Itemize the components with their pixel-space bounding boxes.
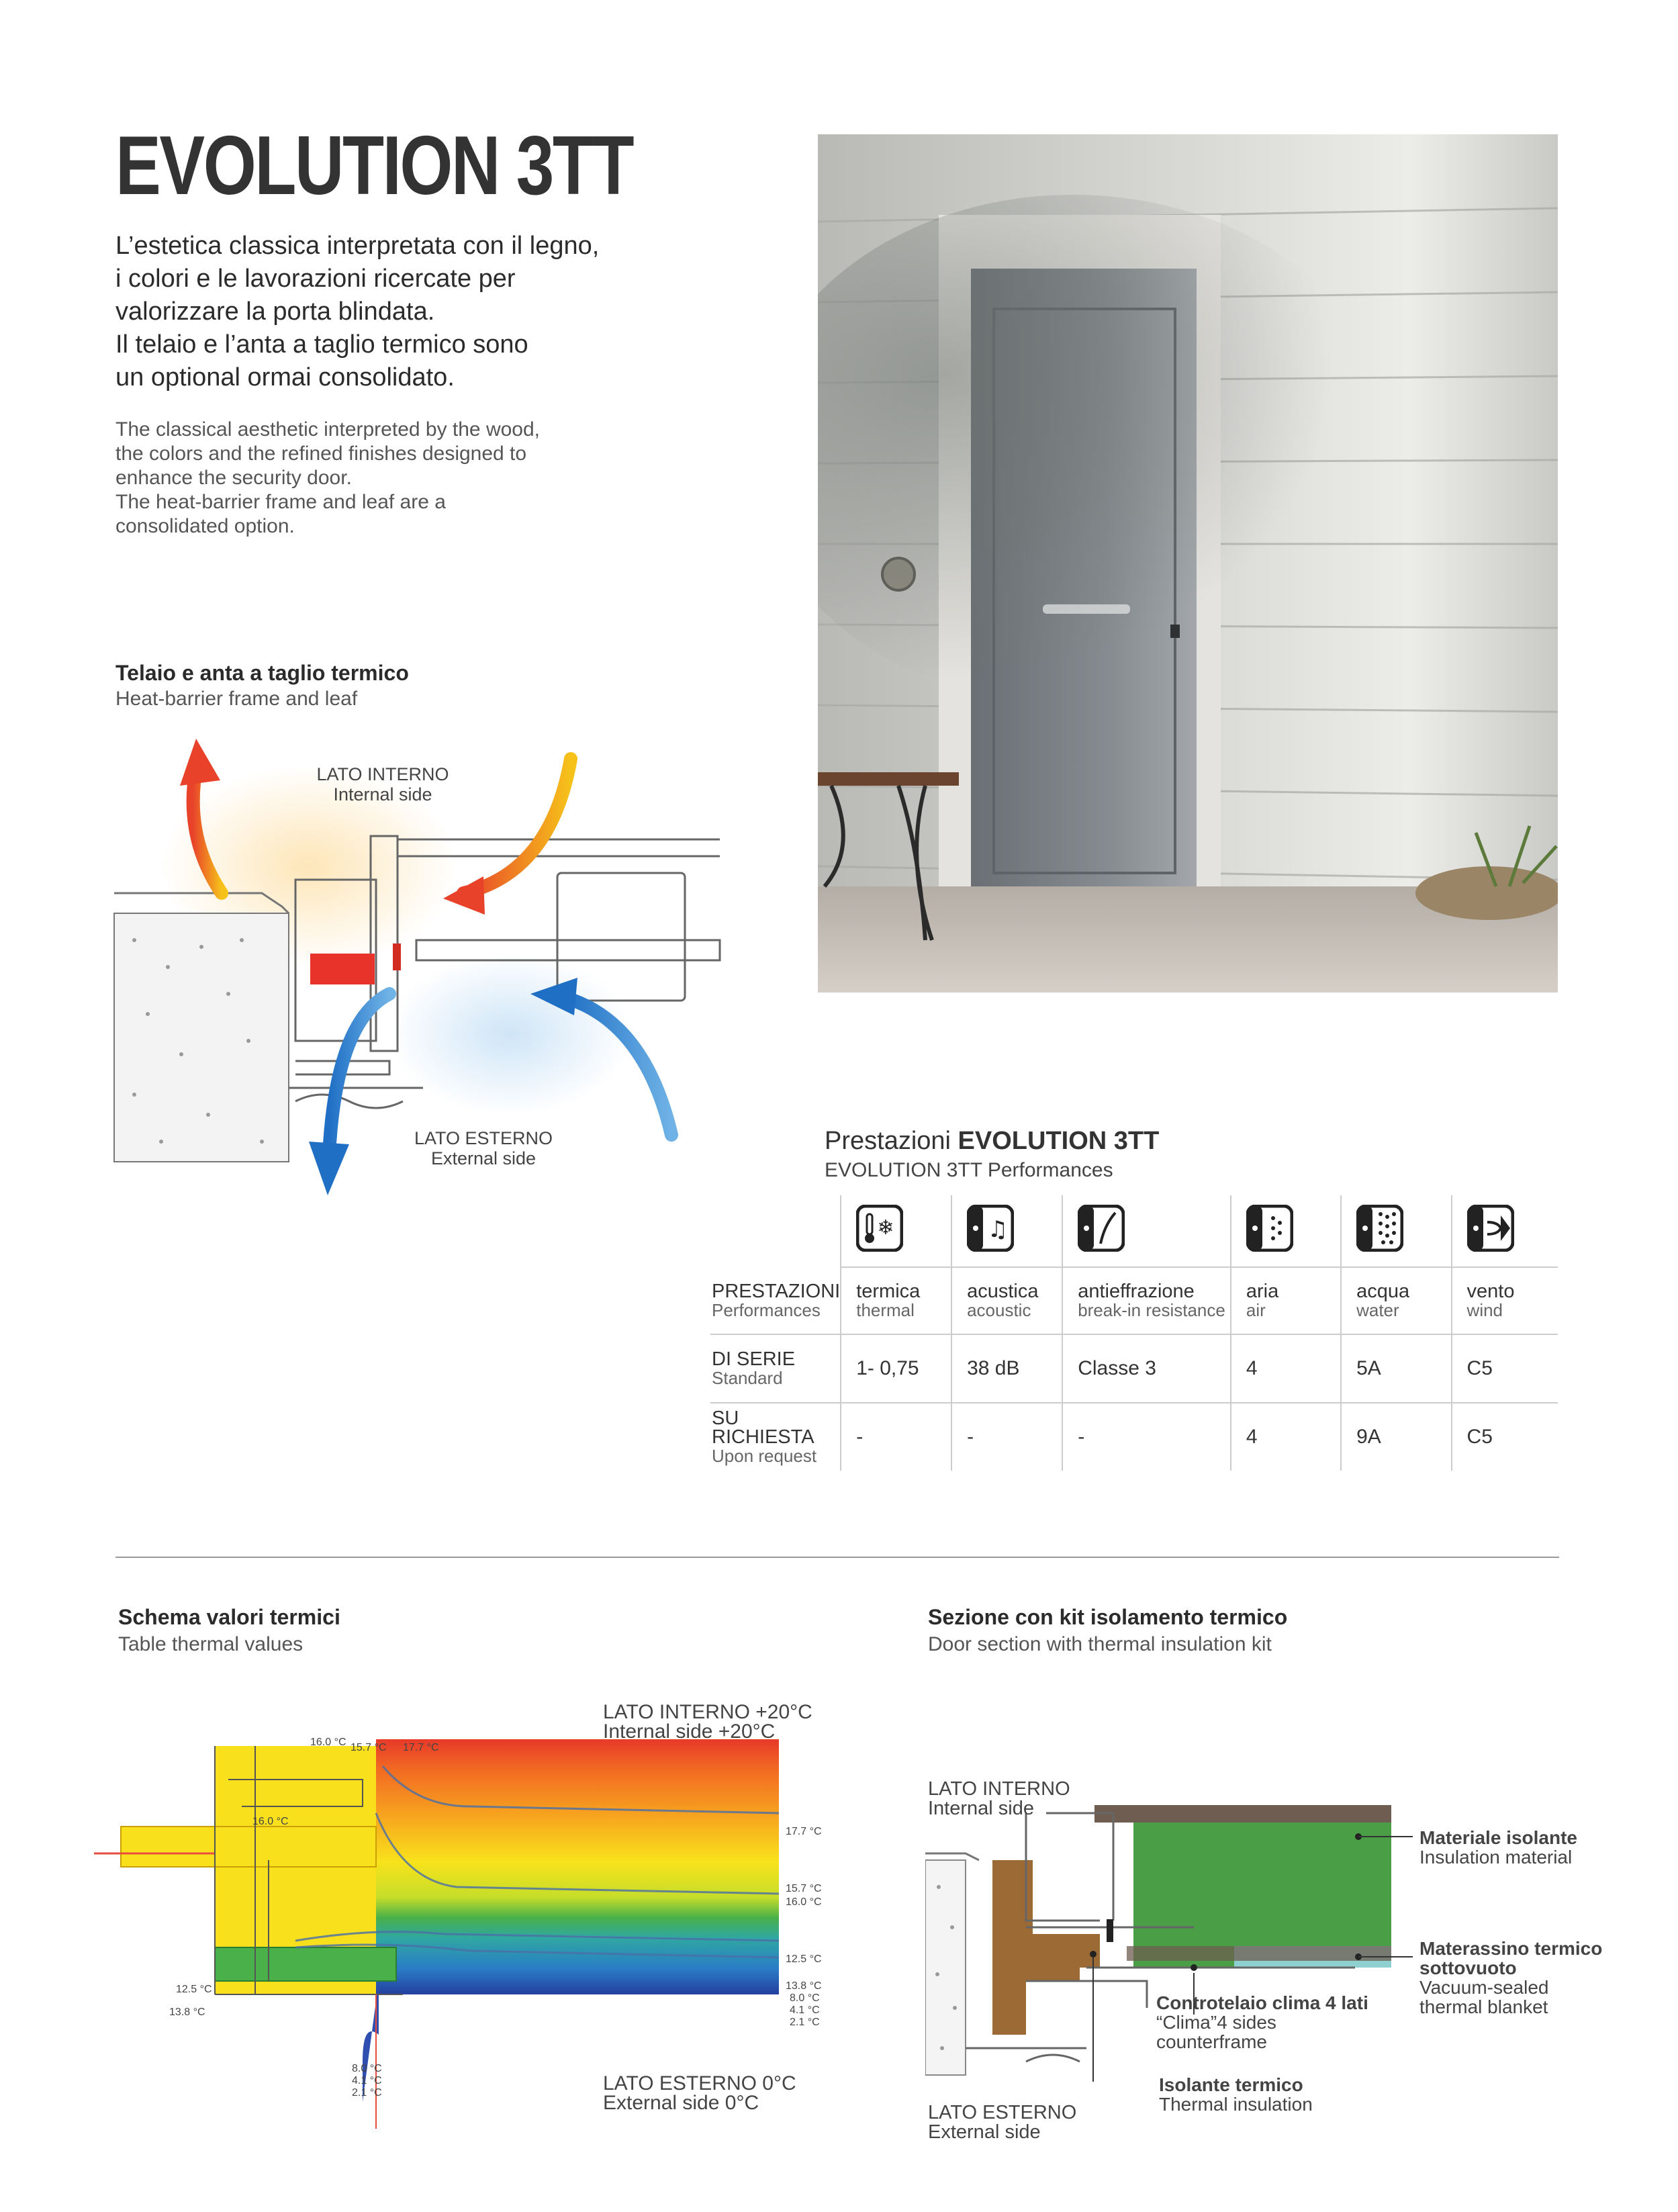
svg-text:♫: ♫ [987,1216,1009,1243]
performance-title-prefix: Prestazioni [825,1127,958,1155]
label-en: Thermal insulation [1159,2094,1313,2115]
temp-label: 4.1 °C [790,2004,820,2016]
icon-row [710,1195,1558,1267]
temp-label: 13.8 °C [169,2007,205,2018]
table-cell: - [951,1403,1062,1471]
temp-label: 12.5 °C [176,1984,212,1995]
performance-subtitle: EVOLUTION 3TT Performances [825,1159,1113,1181]
table-cell: 38 dB [951,1334,1062,1403]
icon-cell [1231,1195,1341,1267]
temp-label: 2.1 °C [352,2087,382,2099]
temp-label: 17.7 °C [786,1826,822,1837]
row-header-it: PRESTAZIONI [712,1280,841,1302]
table-cell: - [841,1403,951,1471]
label-en: External side [928,2121,1041,2143]
intro-english [115,418,586,539]
temp-label: 8.0 °C [352,2063,382,2074]
row-label-en: Standard [712,1368,783,1388]
row-header-cell [710,1267,841,1334]
icon-cell [1341,1195,1451,1267]
thermal-icon [856,1205,903,1252]
col-en: wind [1466,1300,1503,1320]
air-icon [1246,1205,1293,1252]
icon-cell [841,1195,951,1267]
label-it: Materiale isolante [1419,1827,1577,1848]
col-it: vento [1466,1281,1515,1302]
empty-cell [710,1195,841,1267]
heat-inside-label [282,764,483,804]
table-cell: 4 [1231,1334,1341,1403]
table-cell: 9A [1341,1403,1451,1471]
column-header [1341,1267,1451,1334]
intro-it-line: Il telaio e l’anta a taglio termico sono [115,330,528,359]
table-row [710,1334,1558,1403]
column-header [1452,1267,1558,1334]
door-photo [818,134,1558,993]
temp-label: 13.8 °C [786,1980,822,1992]
label-it: LATO ESTERNO [414,1128,553,1148]
col-en: water [1356,1300,1399,1320]
label-it: LATO INTERNO +20°C [603,1701,812,1723]
label-it: sottovuoto [1419,1957,1517,1978]
intro-it-line: L’estetica classica interpretata con il legno, [115,232,600,260]
svg-text:❄: ❄ [877,1216,894,1240]
performance-title-bold: EVOLUTION 3TT [958,1127,1160,1155]
label-en: Internal side [928,1798,1034,1819]
label-it: LATO ESTERNO [928,2102,1077,2123]
temp-label: 8.0 °C [790,1992,820,2004]
label-it: Materassino termico [1419,1938,1603,1959]
break-in-icon [1078,1205,1125,1252]
performance-table [710,1195,1558,1471]
temp-label: 12.5 °C [786,1953,822,1965]
label-en: External side 0°C [603,2092,759,2114]
temp-label: 17.7 °C [403,1742,439,1753]
intro-en-line: the colors and the refined finishes designed to [115,443,527,465]
label-en: Internal side [333,784,432,804]
thermal-outside-label [603,2074,796,2113]
section-kit-title: Sezione con kit isolamento termico [928,1605,1288,1629]
thermal-insulation-label [1159,2075,1313,2114]
col-it: acustica [967,1281,1039,1302]
table-cell: - [1062,1403,1231,1471]
icon-cell [1062,1195,1231,1267]
column-header [951,1267,1062,1334]
temp-label: 15.7 °C [351,1742,387,1753]
intro-en-line: consolidated option. [115,515,295,537]
acoustic-icon [967,1205,1014,1252]
col-it: termica [856,1281,921,1302]
table-cell: 1- 0,75 [841,1334,951,1403]
temp-label: 16.0 °C [252,1816,289,1827]
heat-barrier-diagram [107,739,739,1262]
temp-label: 15.7 °C [786,1883,822,1894]
table-cell: C5 [1452,1403,1558,1471]
row-header-en: Performances [712,1299,821,1320]
row-label [710,1334,841,1403]
wind-icon [1467,1205,1514,1252]
kit-outside-label [928,2103,1076,2142]
label-en: “Clima”4 sides [1156,2012,1276,2033]
col-en: break-in resistance [1078,1300,1225,1320]
temp-label: 16.0 °C [786,1896,822,1908]
intro-it-line: un optional ormai consolidato. [115,363,455,391]
col-en: acoustic [967,1300,1031,1320]
heat-barrier-subtitle: Heat-barrier frame and leaf [115,688,358,710]
intro-it-line: valorizzare la porta blindata. [115,297,435,326]
label-en: Vacuum-sealed [1419,1977,1549,1998]
table-cell: 5A [1341,1334,1451,1403]
col-en: air [1246,1300,1266,1320]
column-header [1062,1267,1231,1334]
table-cell: C5 [1452,1334,1558,1403]
header-row [710,1267,1558,1334]
label-en: Insulation material [1419,1847,1573,1868]
temp-label: 16.0 °C [310,1737,346,1748]
section-divider [115,1557,1559,1558]
performance-title [825,1127,1159,1156]
table-cell: 4 [1231,1403,1341,1471]
intro-it-line: i colori e le lavorazioni ricercate per [115,265,516,293]
heat-outside-label [383,1128,584,1168]
row-label-it: SU RICHIESTA [712,1408,814,1448]
table-cell: Classe 3 [1062,1334,1231,1403]
counterframe-label [1156,1993,1368,2052]
intro-en-line: The heat-barrier frame and leaf are a [115,491,446,513]
col-it: acqua [1356,1281,1410,1302]
label-it: Isolante termico [1159,2074,1303,2095]
temp-label: 4.1 °C [352,2075,382,2086]
intro-en-line: enhance the security door. [115,467,352,489]
col-en: thermal [856,1300,915,1320]
label-it: LATO INTERNO [928,1778,1070,1800]
icon-cell [1452,1195,1558,1267]
thermal-inside-label [603,1702,812,1741]
label-it: Controtelaio clima 4 lati [1156,1992,1368,2013]
icon-cell [951,1195,1062,1267]
water-icon [1356,1205,1403,1252]
row-label [710,1403,841,1471]
heat-barrier-title: Telaio e anta a taglio termico [115,661,409,685]
label-en: External side [430,1148,537,1168]
label-en: Internal side +20°C [603,1720,776,1743]
col-it: antieffrazione [1078,1281,1195,1302]
page-title: EVOLUTION 3TT [115,120,633,212]
col-it: aria [1246,1281,1279,1302]
insulation-material-label [1419,1828,1577,1867]
table-row [710,1403,1558,1471]
thermal-table-title: Schema valori termici [118,1605,340,1629]
kit-inside-label [928,1780,1070,1818]
label-it: LATO INTERNO [316,764,449,784]
temp-label: 2.1 °C [790,2017,820,2028]
label-en: counterframe [1156,2031,1267,2052]
row-label-it: DI SERIE [712,1348,796,1370]
section-kit-subtitle: Door section with thermal insulation kit [928,1633,1272,1655]
vacuum-blanket-label [1419,1939,1602,2017]
row-label-en: Upon request [712,1446,817,1466]
intro-en-line: The classical aesthetic interpreted by the wood, [115,418,541,441]
label-en: thermal blanket [1419,1996,1548,2017]
thermal-table-subtitle: Table thermal values [118,1633,304,1655]
intro-italian [115,230,666,394]
label-it: LATO ESTERNO 0°C [603,2072,796,2094]
column-header [1231,1267,1341,1334]
thermal-map [94,1726,806,2129]
column-header [841,1267,951,1334]
